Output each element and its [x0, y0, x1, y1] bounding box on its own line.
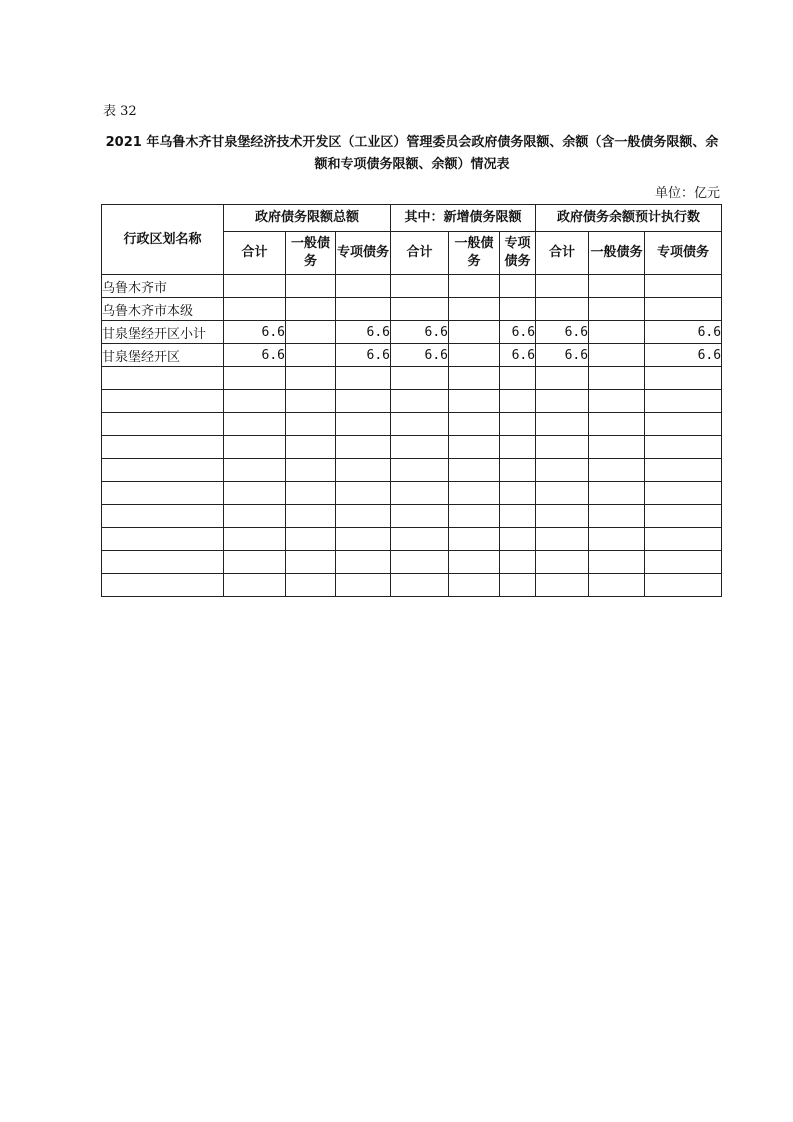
value-cell — [286, 459, 336, 482]
region-name-cell: 甘泉堡经开区小计 — [102, 321, 224, 344]
value-cell: 6.6 — [391, 321, 449, 344]
value-cell — [391, 367, 449, 390]
region-name-cell — [102, 505, 224, 528]
value-cell — [336, 482, 391, 505]
value-cell — [286, 482, 336, 505]
table-row — [102, 574, 722, 597]
region-name-cell — [102, 574, 224, 597]
header-new-limit: 其中：新增债务限额 — [391, 205, 536, 232]
value-cell: 6.6 — [336, 321, 391, 344]
value-cell — [336, 390, 391, 413]
value-cell — [589, 344, 645, 367]
header-g1-total: 合计 — [224, 232, 286, 275]
region-name-cell — [102, 459, 224, 482]
title-line-1: 2021 年乌鲁木齐甘泉堡经济技术开发区（工业区）管理委员会政府债务限额、余额（含一般债务限额、余 — [105, 135, 719, 150]
value-cell — [500, 298, 536, 321]
header-region: 行政区划名称 — [102, 205, 224, 275]
value-cell — [286, 551, 336, 574]
title-line-2: 额和专项债务限额、余额）情况表 — [314, 157, 510, 172]
table-row — [102, 367, 722, 390]
header-row-1 — [102, 205, 722, 232]
value-cell: 6.6 — [336, 344, 391, 367]
value-cell — [536, 390, 589, 413]
value-cell — [391, 482, 449, 505]
value-cell — [224, 482, 286, 505]
value-cell — [536, 505, 589, 528]
value-cell — [391, 574, 449, 597]
value-cell — [536, 574, 589, 597]
value-cell — [589, 367, 645, 390]
value-cell — [449, 436, 500, 459]
value-cell — [645, 505, 722, 528]
value-cell — [500, 436, 536, 459]
value-cell — [536, 367, 589, 390]
value-cell — [336, 551, 391, 574]
value-cell — [500, 413, 536, 436]
value-cell — [224, 413, 286, 436]
value-cell — [589, 528, 645, 551]
value-cell — [286, 528, 336, 551]
value-cell — [449, 505, 500, 528]
value-cell — [589, 298, 645, 321]
value-cell — [224, 551, 286, 574]
table-row — [102, 505, 722, 528]
value-cell — [645, 436, 722, 459]
value-cell — [336, 528, 391, 551]
value-cell — [286, 298, 336, 321]
table-row — [102, 528, 722, 551]
value-cell — [645, 551, 722, 574]
value-cell — [286, 275, 336, 298]
value-cell — [286, 344, 336, 367]
value-cell — [391, 505, 449, 528]
value-cell — [449, 528, 500, 551]
value-cell: 6.6 — [224, 344, 286, 367]
value-cell — [536, 298, 589, 321]
table-row — [102, 459, 722, 482]
value-cell — [645, 459, 722, 482]
value-cell — [286, 367, 336, 390]
value-cell — [391, 528, 449, 551]
value-cell — [449, 367, 500, 390]
header-g3-total: 合计 — [536, 232, 589, 275]
value-cell — [589, 413, 645, 436]
value-cell — [449, 275, 500, 298]
value-cell — [449, 459, 500, 482]
value-cell — [536, 275, 589, 298]
value-cell — [286, 436, 336, 459]
value-cell — [449, 482, 500, 505]
value-cell — [224, 436, 286, 459]
value-cell — [286, 505, 336, 528]
value-cell — [500, 551, 536, 574]
value-cell — [645, 275, 722, 298]
header-g3-general: 一般债务 — [589, 232, 645, 275]
value-cell: 6.6 — [391, 344, 449, 367]
value-cell — [589, 574, 645, 597]
value-cell — [500, 390, 536, 413]
value-cell — [500, 275, 536, 298]
value-cell — [391, 390, 449, 413]
value-cell — [589, 436, 645, 459]
region-name-cell: 乌鲁木齐市 — [102, 275, 224, 298]
table-row — [102, 275, 722, 298]
table-row — [102, 413, 722, 436]
region-name-cell — [102, 436, 224, 459]
value-cell — [336, 505, 391, 528]
value-cell — [500, 367, 536, 390]
value-cell — [536, 551, 589, 574]
header-g1-general: 一般债务 — [286, 232, 336, 275]
region-name-cell — [102, 367, 224, 390]
table-row — [102, 482, 722, 505]
header-g3-special: 专项债务 — [645, 232, 722, 275]
value-cell — [336, 275, 391, 298]
value-cell — [336, 298, 391, 321]
table-row — [102, 436, 722, 459]
value-cell — [391, 275, 449, 298]
value-cell — [336, 436, 391, 459]
value-cell — [449, 413, 500, 436]
value-cell — [500, 574, 536, 597]
value-cell — [536, 413, 589, 436]
header-g2-general: 一般债务 — [449, 232, 500, 275]
value-cell — [336, 367, 391, 390]
value-cell — [645, 298, 722, 321]
value-cell — [391, 436, 449, 459]
debt-table — [101, 204, 722, 597]
value-cell — [391, 551, 449, 574]
value-cell — [645, 528, 722, 551]
value-cell — [536, 528, 589, 551]
value-cell — [224, 459, 286, 482]
region-name-cell — [102, 482, 224, 505]
value-cell — [645, 367, 722, 390]
value-cell — [589, 390, 645, 413]
value-cell: 6.6 — [645, 321, 722, 344]
value-cell: 6.6 — [536, 321, 589, 344]
value-cell — [224, 574, 286, 597]
value-cell — [336, 574, 391, 597]
value-cell — [449, 321, 500, 344]
value-cell — [336, 459, 391, 482]
value-cell — [449, 551, 500, 574]
value-cell — [224, 505, 286, 528]
region-name-cell — [102, 528, 224, 551]
value-cell — [391, 459, 449, 482]
value-cell — [589, 551, 645, 574]
value-cell — [589, 321, 645, 344]
value-cell — [500, 482, 536, 505]
value-cell — [286, 574, 336, 597]
header-balance-forecast: 政府债务余额预计执行数 — [536, 205, 722, 232]
value-cell — [449, 574, 500, 597]
value-cell: 6.6 — [224, 321, 286, 344]
value-cell — [224, 298, 286, 321]
value-cell: 6.6 — [500, 344, 536, 367]
value-cell — [224, 275, 286, 298]
value-cell — [224, 367, 286, 390]
value-cell — [645, 574, 722, 597]
table-row — [102, 321, 722, 344]
value-cell — [536, 436, 589, 459]
value-cell — [449, 344, 500, 367]
table-row — [102, 344, 722, 367]
value-cell — [336, 413, 391, 436]
table-row — [102, 298, 722, 321]
region-name-cell — [102, 413, 224, 436]
value-cell — [286, 390, 336, 413]
value-cell — [286, 321, 336, 344]
header-g2-total: 合计 — [391, 232, 449, 275]
region-name-cell — [102, 551, 224, 574]
value-cell — [645, 482, 722, 505]
header-g2-special: 专项债务 — [500, 232, 536, 275]
value-cell — [536, 482, 589, 505]
value-cell — [500, 459, 536, 482]
header-g1-special: 专项债务 — [336, 232, 391, 275]
table-number: 表 32 — [103, 104, 137, 119]
value-cell — [589, 482, 645, 505]
region-name-cell — [102, 390, 224, 413]
value-cell — [286, 413, 336, 436]
value-cell — [589, 505, 645, 528]
value-cell — [224, 528, 286, 551]
header-limit-total: 政府债务限额总额 — [224, 205, 391, 232]
value-cell — [391, 298, 449, 321]
value-cell — [500, 528, 536, 551]
value-cell — [589, 459, 645, 482]
value-cell: 6.6 — [645, 344, 722, 367]
table-row — [102, 551, 722, 574]
document-title — [100, 132, 724, 176]
region-name-cell: 乌鲁木齐市本级 — [102, 298, 224, 321]
unit-label: 单位：亿元 — [654, 186, 720, 201]
value-cell — [536, 459, 589, 482]
table-row — [102, 390, 722, 413]
value-cell — [645, 390, 722, 413]
value-cell — [500, 505, 536, 528]
region-name-cell: 甘泉堡经开区 — [102, 344, 224, 367]
value-cell — [224, 390, 286, 413]
value-cell — [449, 390, 500, 413]
value-cell — [449, 298, 500, 321]
value-cell — [645, 413, 722, 436]
value-cell — [391, 413, 449, 436]
value-cell: 6.6 — [500, 321, 536, 344]
value-cell: 6.6 — [536, 344, 589, 367]
value-cell — [589, 275, 645, 298]
